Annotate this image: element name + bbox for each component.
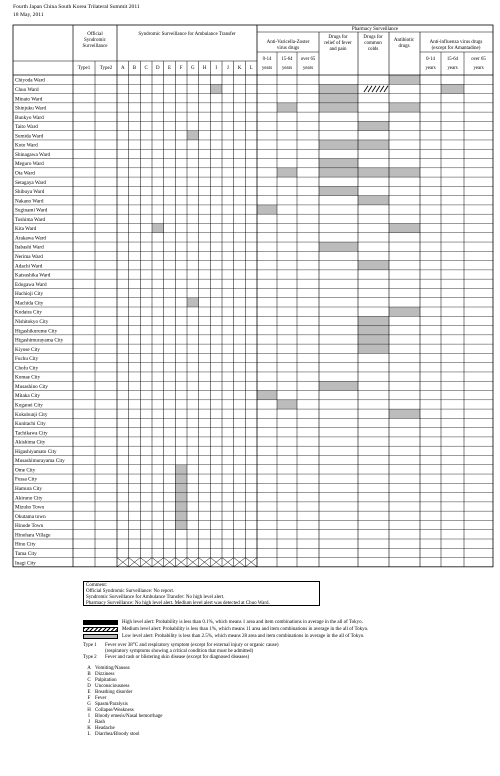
low-alert-cell (175, 483, 187, 492)
official-header: Official (87, 32, 103, 37)
age-header: 15-64 (446, 57, 459, 62)
low-alert-cell (152, 223, 164, 232)
low-alert-cell (358, 196, 389, 205)
fever-drugs-header: relief of fever (324, 41, 352, 46)
symptom-code-description: Unconsciousness (95, 683, 130, 689)
fever-drugs-header: and pain (329, 47, 347, 52)
symptom-code-description: Vomiting/Nausea (95, 665, 130, 671)
low-alert-cell (319, 140, 358, 149)
table-border (13, 25, 493, 567)
ward-name: Musashino City (15, 383, 49, 390)
low-alert-cell (358, 168, 389, 177)
low-alert-cell (210, 84, 222, 93)
low-alert-cell (389, 168, 420, 177)
ward-name: Hachioji City (15, 291, 44, 298)
fever-drugs-header: Drugs for (328, 35, 348, 40)
ward-name: Arakawa Ward (15, 235, 47, 242)
ward-name: Itabashi Ward (15, 244, 44, 251)
high-alert-swatch (83, 620, 118, 625)
symptom-code-description: Fever (95, 695, 107, 701)
symptom-code-row (83, 732, 368, 738)
ward-name: Higashimurayama City (15, 337, 64, 344)
influenza-header: Anti-influenza virus drugs (429, 40, 483, 45)
symptom-codes (83, 666, 368, 738)
symptom-code-letter: I (88, 713, 90, 719)
comment-official: Official Syndromic Surveillance: No report. (86, 589, 175, 595)
ward-name: Shinjuku Ward (15, 105, 47, 112)
symptom-column-header: D (156, 66, 160, 71)
low-alert-cell (389, 103, 420, 112)
ward-name: Tama City (15, 550, 37, 557)
low-alert-cell (319, 242, 358, 251)
low-alert-cell (257, 205, 277, 214)
symptom-column-header: F (179, 66, 183, 71)
influenza-header: (except for Amantadine) (431, 46, 481, 51)
legend-high (83, 619, 368, 626)
ward-name: Komae City (15, 374, 41, 381)
ward-name: Higashiyamato City (15, 448, 57, 455)
age-header: over 65 (471, 57, 486, 62)
ward-name: Hinode Town (15, 523, 44, 530)
symptom-code-description: Dizziness (95, 671, 115, 677)
low-alert-cell (319, 94, 358, 103)
low-alert-cell (358, 316, 389, 325)
low-alert-cell (175, 502, 187, 511)
age-header: 15-64 (281, 57, 293, 62)
low-alert-cell (175, 474, 187, 483)
symptom-code-description: Diarrhea/Bloody stool (95, 731, 140, 737)
symptom-code-description: Palpitation (95, 677, 117, 683)
ward-name: Taito Ward (15, 124, 38, 131)
low-alert-cell (277, 168, 297, 177)
symptom-code-letter: C (87, 677, 91, 683)
symptom-code-letter: G (87, 701, 91, 707)
symptom-column-header: B (132, 66, 137, 71)
age-header: 0-14 (426, 57, 435, 62)
ward-name: Toshima Ward (15, 216, 46, 223)
low-alert-cell (389, 307, 420, 316)
low-alert-cell (319, 168, 358, 177)
type2-label: Type 2 (83, 654, 97, 660)
official-header: Surveillance (82, 44, 108, 49)
age-header: years (302, 66, 314, 71)
ward-name: Adachi Ward (15, 263, 43, 270)
medium-alert-hatch (376, 86, 380, 92)
ward-name: Okutama town (15, 513, 46, 520)
age-header: years (281, 66, 293, 71)
low-alert-cell (441, 84, 464, 93)
low-alert-cell (319, 381, 358, 390)
low-alert-cell (175, 465, 187, 474)
ward-name: Edogawa Ward (15, 281, 47, 288)
comment-pharmacy: Pharmacy Surveillance: No high level alert. Medium level alert was detected at Chuo Ward. (86, 601, 270, 607)
symptom-column-header: L (249, 66, 253, 71)
type2-header: Type2 (99, 66, 113, 71)
symptom-code-description: Bloody emesis/Nasal hemorrhage (95, 713, 163, 719)
pharmacy-header: Pharmacy Surveillance (351, 27, 399, 32)
varicella-header: Anti-Varicella-Zoster (266, 40, 310, 45)
low-alert-cell (358, 344, 389, 353)
low-alert-cell (175, 520, 187, 529)
ward-name: Meguro Ward (15, 161, 44, 168)
colds-drugs-header: common (364, 41, 382, 46)
low-alert-cell (358, 261, 389, 270)
type1-definition (83, 643, 368, 655)
type1-label: Type 1 (83, 642, 97, 648)
antibiotic-header: drugs (398, 44, 410, 49)
symptom-column-header: E (167, 66, 172, 71)
ward-name: Akishima City (15, 439, 46, 446)
age-header: over 65 (300, 57, 316, 62)
type1-line: (respiratory symptoms showing a critical condition that must be admitted) (105, 648, 254, 654)
antibiotic-header: Antibiotic (393, 38, 415, 43)
symptom-column-header: J (226, 66, 229, 71)
low-alert-cell (319, 186, 358, 195)
ward-name: Inagi City (15, 560, 36, 567)
type1-header: Type1 (77, 66, 91, 71)
comment-heading: Comment: (86, 583, 108, 588)
medium-alert-hatch (368, 86, 372, 92)
comment-box (83, 581, 320, 606)
colds-drugs-header: colds (367, 47, 379, 52)
ward-name: Machida City (15, 300, 44, 307)
comment-ambulance: Syndromic Surveillance for Ambulance Transfer: No high level alert. (86, 595, 225, 601)
low-alert-cell (175, 493, 187, 502)
type1-line: Fever over 38°C and respiratory symptom (except for external injury or organic cause) (105, 642, 279, 648)
notes-section (83, 581, 368, 738)
legend-medium (83, 626, 368, 633)
medium-alert-hatch (364, 86, 368, 92)
medium-alert-hatch (384, 86, 388, 92)
symptom-column-header: H (202, 66, 207, 71)
age-header: years (261, 66, 273, 71)
ward-name: Kiyose City (15, 346, 40, 353)
low-alert-cell (175, 511, 187, 520)
legend-low-text: Low level alert: Probability is less than 2.5%, which means 28 area and item combinations in average in the all of Tokyo. (122, 633, 365, 639)
ward-name: Nerima Ward (15, 254, 43, 261)
low-alert-cell (358, 326, 389, 335)
age-header: 0-14 (262, 57, 272, 62)
symptom-code-description: Collapse/Weakness (95, 707, 134, 713)
symptom-code-letter: A (87, 665, 91, 671)
ward-name: Minato Ward (15, 96, 43, 103)
low-alert-cell (358, 140, 389, 149)
low-alert-cell (389, 75, 420, 84)
medium-alert-hatch (372, 86, 376, 92)
ward-name: Fuchu City (15, 356, 39, 363)
low-alert-cell (277, 103, 297, 112)
low-alert-cell (187, 131, 199, 140)
symptom-code-letter: K (87, 725, 91, 731)
ward-name: Nishitokyo City (15, 318, 49, 325)
ward-name: Kita Ward (15, 226, 37, 233)
symptom-column-header: K (237, 66, 242, 71)
ward-name: Tachikawa City (15, 430, 48, 437)
ward-name: Katsushika Ward (15, 272, 51, 279)
low-alert-cell (389, 223, 420, 232)
ward-name: Higashikurume City (15, 328, 58, 335)
age-header: years (447, 66, 458, 71)
colds-drugs-header: Drugs for (363, 35, 383, 40)
ward-name: Chofu City (15, 365, 39, 372)
report-date: 18 May, 2011 (13, 12, 44, 18)
ward-name: Kodaira City (15, 309, 42, 316)
symptom-column-header: C (144, 66, 148, 71)
low-alert-cell (358, 121, 389, 130)
legend-medium-text: Medium level alert: Probability is less than 1%, which means 11 area and item combinations in average in the all of Tokyo. (122, 626, 369, 632)
medium-alert-swatch (83, 627, 118, 632)
ward-name: Shibuya Ward (15, 189, 45, 196)
symptom-column-header: G (191, 66, 195, 71)
age-header: years (473, 66, 484, 71)
ward-name: Shinagawa Ward (15, 151, 51, 158)
low-alert-swatch (83, 634, 118, 639)
ward-name: Kokubunji City (15, 411, 48, 418)
ward-name: Setagaya Ward (15, 179, 47, 186)
symptom-code-description: Rash (95, 719, 105, 725)
ward-name: Hinohara Village (15, 532, 51, 539)
symptom-code-description: Breathing disorder (95, 689, 133, 695)
ward-name: Koto Ward (15, 142, 38, 149)
symptom-column-header: I (215, 66, 218, 71)
ward-name: Nakano Ward (15, 198, 44, 205)
ward-name: Hino City (15, 541, 36, 548)
ward-name: Ome City (15, 467, 36, 474)
age-header: years (425, 66, 436, 71)
low-alert-cell (319, 159, 358, 168)
medium-alert-hatch (380, 86, 384, 92)
ward-name: Mizuho Town (15, 504, 45, 511)
low-alert-cell (257, 391, 277, 400)
ward-name: Koganei City (15, 402, 43, 409)
ward-name: Chiyoda Ward (15, 77, 45, 84)
ward-name: Sumida Ward (15, 133, 44, 140)
ward-name: Hamura City (15, 486, 42, 493)
ward-name: Kunitachi City (15, 421, 46, 428)
low-alert-cell (319, 103, 358, 112)
symptom-code-letter: H (87, 707, 91, 713)
symptom-code-description: Headache (95, 725, 115, 731)
ward-name: Ota Ward (15, 170, 35, 177)
symptom-column-header: A (121, 66, 125, 71)
ward-name: Suginami Ward (15, 207, 48, 214)
low-alert-cell (389, 409, 420, 418)
symptom-code-letter: J (88, 719, 90, 725)
symptom-code-description: Spasm/Paralysis (95, 701, 128, 707)
symptom-code-letter: B (87, 671, 91, 677)
symptom-code-letter: E (87, 689, 91, 695)
ward-name: Bunkyo Ward (15, 114, 44, 121)
varicella-header: virus drugs (276, 46, 300, 51)
ward-name: Akiruno City (15, 495, 43, 502)
symptom-code-letter: F (87, 695, 91, 701)
low-alert-cell (358, 335, 389, 344)
low-alert-cell (277, 400, 297, 409)
ward-name: Musashimurayama City (15, 458, 65, 465)
ambulance-header: Syndromic Surveillance for Ambulance Transfer (138, 32, 236, 37)
ward-name: Chuo Ward (15, 86, 39, 93)
symptom-code-letter: L (87, 731, 91, 737)
legend-low (83, 633, 368, 640)
type2-line: Fever and rash or blistering skin disease (except for diagnosed diseases) (105, 654, 250, 660)
ward-name: Mitaka City (15, 393, 40, 400)
report-title: Fourth Japan China South Korea Trilateral Summit 2011 (13, 4, 140, 10)
official-header: Syndromic (84, 38, 106, 43)
symptom-code-letter: D (87, 683, 91, 689)
legend-high-text: High level alert: Probability is less than 0.1%, which means 1 area and item combinations in average in the all of Tokyo. (122, 619, 363, 625)
ward-name: Fussa City (15, 476, 38, 483)
low-alert-cell (187, 298, 199, 307)
low-alert-cell (319, 84, 358, 93)
